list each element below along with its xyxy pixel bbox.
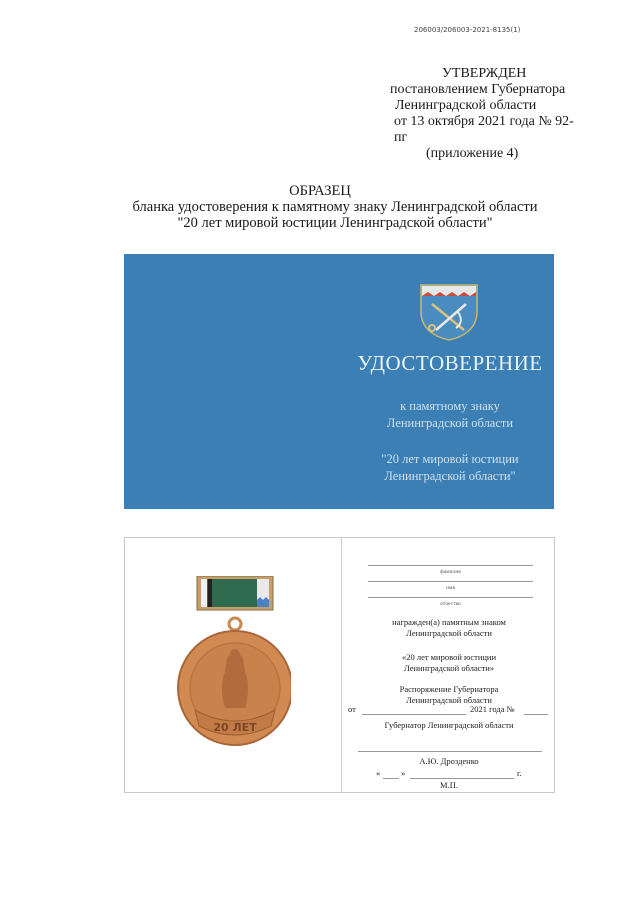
- award-name-text: Ленинградской области»: [403, 663, 495, 673]
- approval-line: постановлением Губернатора: [390, 82, 566, 97]
- order-text: Распоряжение Губернатора: [399, 684, 499, 694]
- order-number-line: [524, 714, 548, 715]
- cover-award-line: Ленинградской области": [384, 469, 516, 483]
- order-year-label: 2021 года №: [470, 704, 515, 714]
- stamp-place: М.П.: [440, 780, 458, 790]
- patronymic-caption: отчество: [440, 601, 461, 607]
- date-quote-open: «: [376, 768, 381, 778]
- certificate-inner-spread: [124, 537, 555, 793]
- signature-line: [358, 751, 542, 752]
- date-day-line: [383, 778, 399, 779]
- sample-subtitle: "20 лет мировой юстиции Ленинградской области": [177, 215, 493, 231]
- cover-subtitle-line: Ленинградской области: [386, 416, 514, 430]
- sample-heading: [0, 183, 640, 231]
- medal-icon: [175, 576, 291, 796]
- cover-title: УДОСТОВЕРЕНИЕ: [357, 351, 543, 375]
- awarded-text: награжден(а) памятным знаком: [392, 617, 506, 627]
- date-quote-close: »: [401, 768, 406, 778]
- certificate-cover: [124, 254, 554, 509]
- date-month-line: [410, 778, 514, 779]
- cover-award-name: [350, 451, 550, 485]
- cover-subtitle-line: к памятному знаку: [400, 399, 500, 413]
- approval-heading: УТВЕРЖДЕН: [442, 66, 527, 81]
- order-from-label: от: [348, 704, 356, 714]
- signatory-name: А.Ю. Дрозденко: [419, 756, 479, 766]
- approval-appendix: (приложение 4): [426, 146, 519, 161]
- patronymic-line: [368, 597, 533, 598]
- coat-of-arms-icon: [418, 282, 480, 342]
- name-line: [368, 581, 533, 582]
- approval-block: [380, 66, 580, 162]
- document-number: 206003/206003-2021-8135(1): [414, 26, 521, 34]
- name-caption: имя: [446, 585, 455, 591]
- approval-date: от 13 октября 2021 года № 92-пг: [394, 114, 574, 145]
- order-date-line: [362, 714, 466, 715]
- medal-inscription: 20 ЛЕТ: [213, 721, 257, 734]
- award-name-text: «20 лет мировой юстиции: [401, 652, 497, 662]
- approval-line: Ленинградской области: [395, 98, 537, 113]
- cover-award-line: "20 лет мировой юстиции: [381, 452, 519, 466]
- sample-title: ОБРАЗЕЦ: [289, 183, 351, 199]
- governor-title: Губернатор Ленинградской области: [384, 720, 514, 730]
- date-year-suffix: г.: [517, 768, 522, 778]
- surname-line: [368, 565, 533, 566]
- sample-subtitle: бланка удостоверения к памятному знаку Ленинградской области: [132, 199, 538, 215]
- awarded-text: Ленинградской области: [406, 628, 492, 638]
- surname-caption: фамилия: [440, 569, 461, 575]
- cover-subtitle: [350, 398, 550, 432]
- order-text: Ленинградской области: [406, 695, 492, 705]
